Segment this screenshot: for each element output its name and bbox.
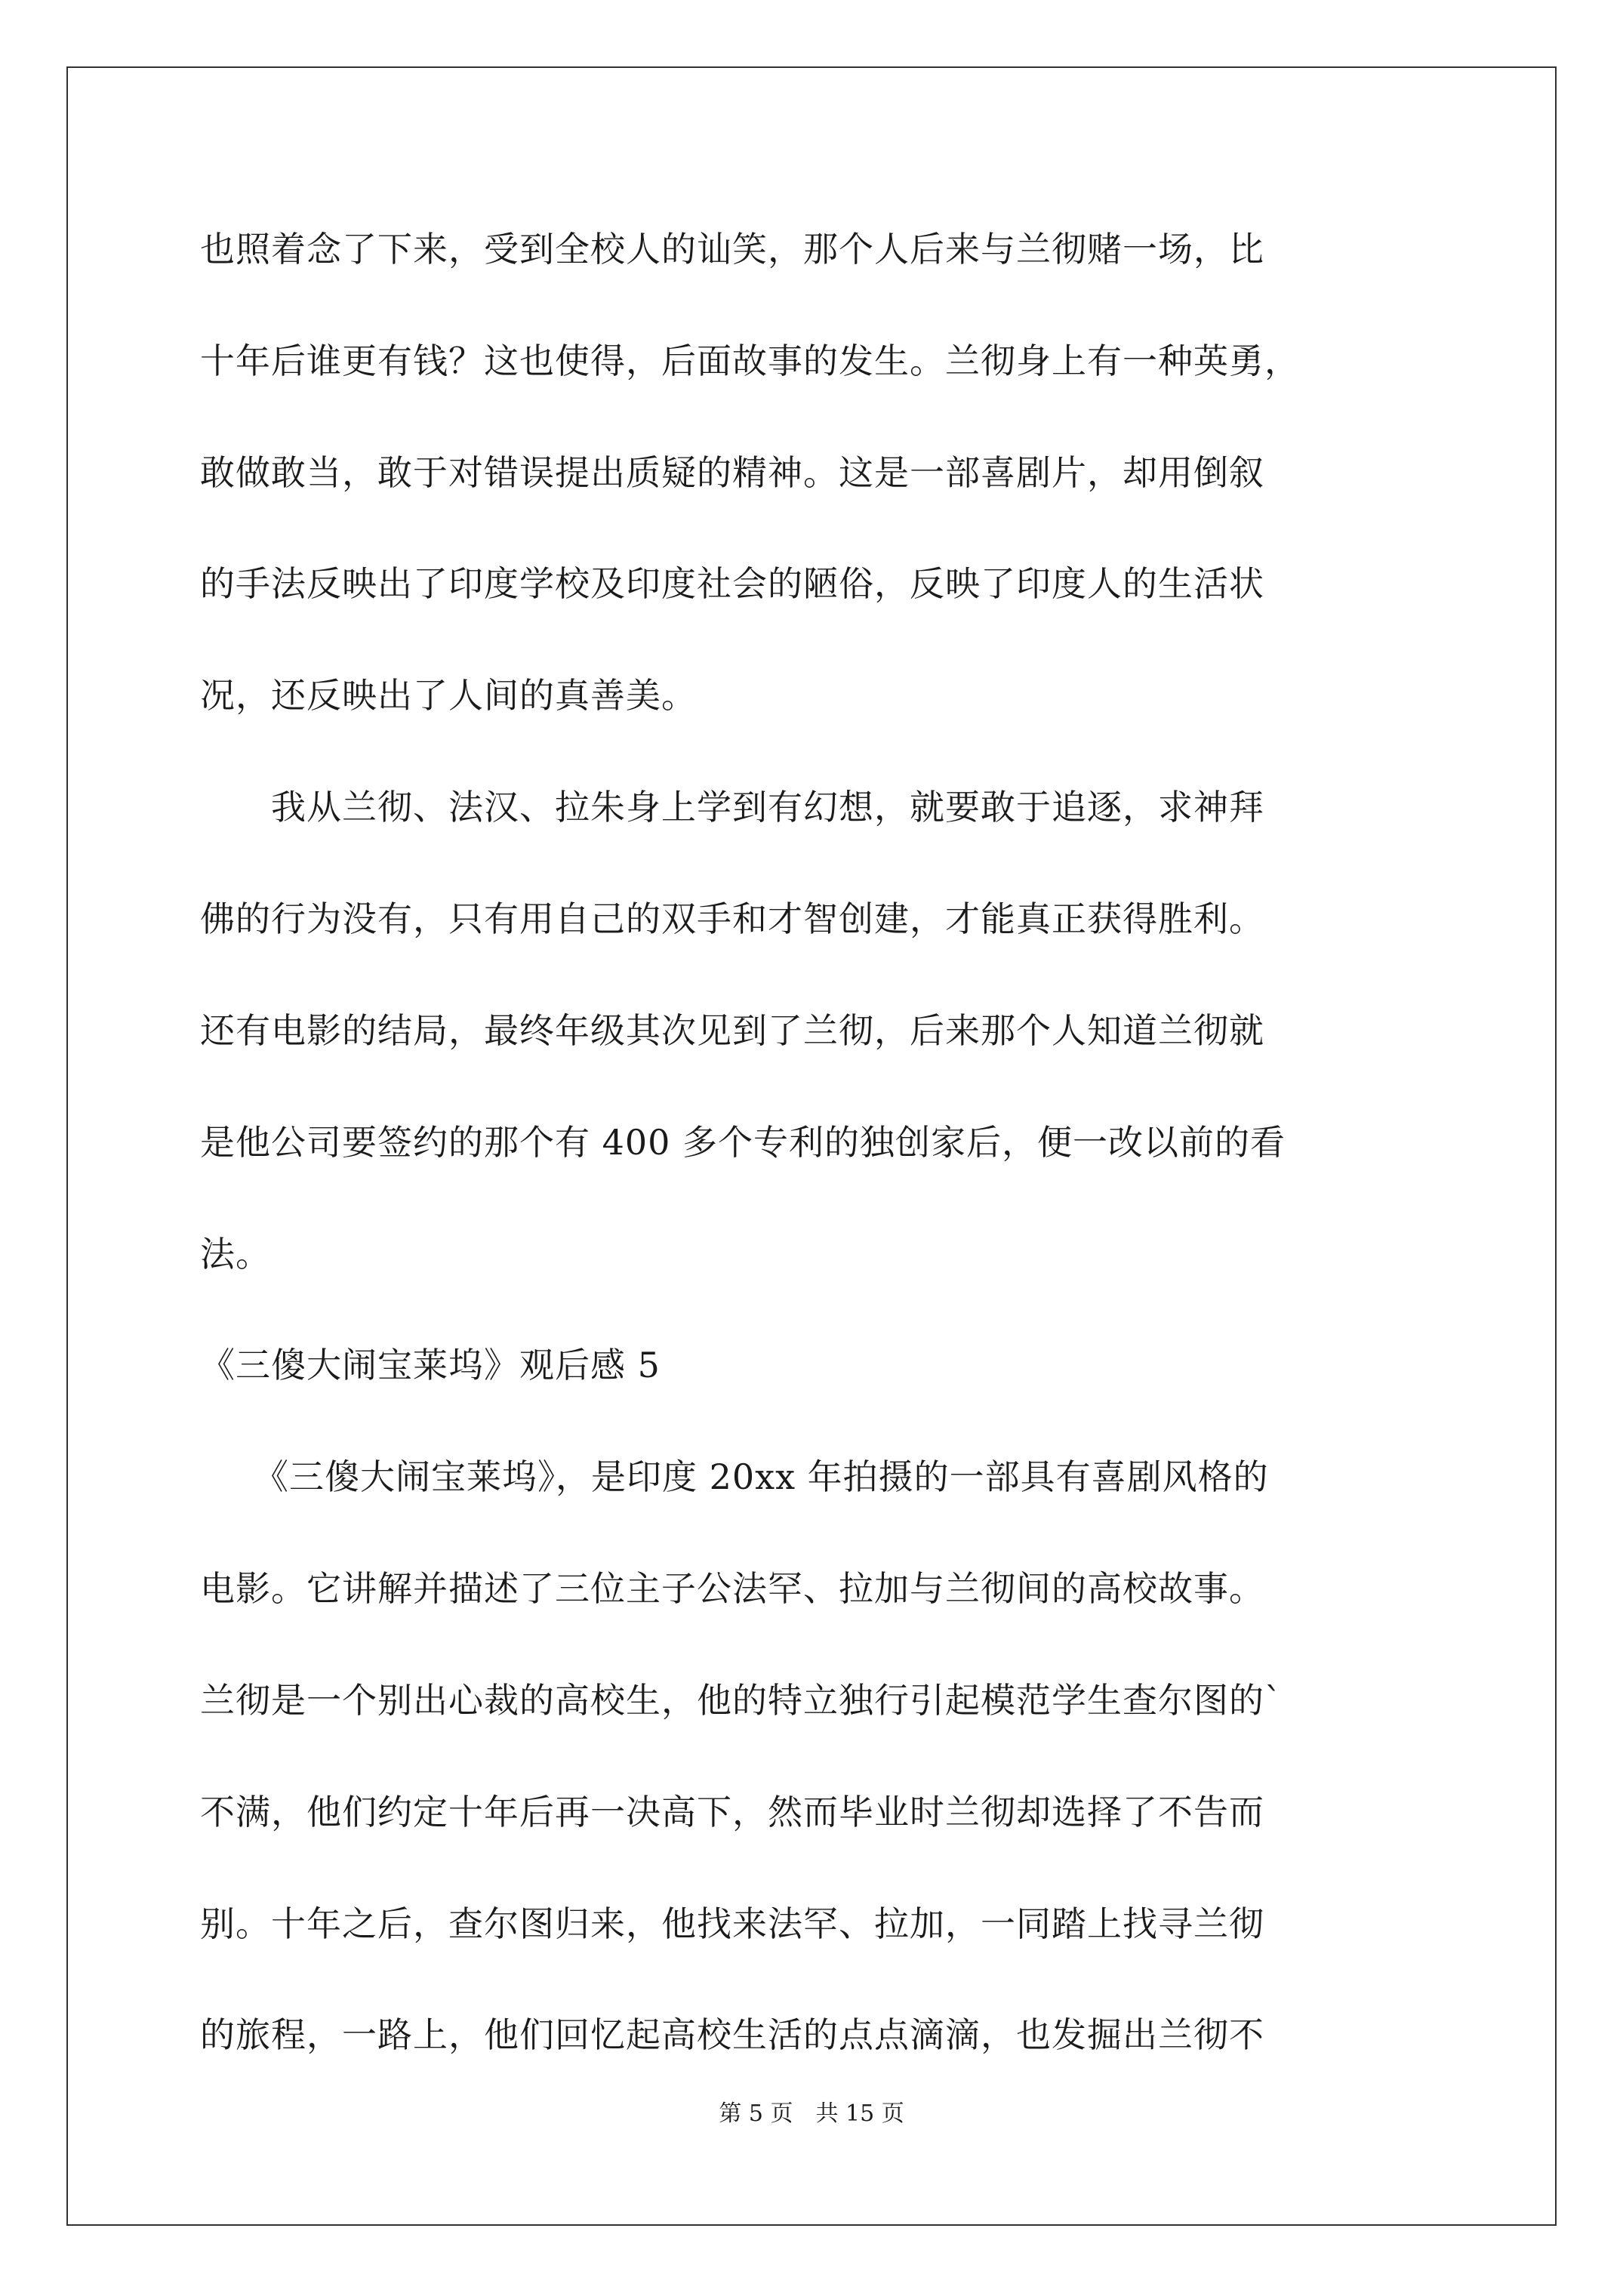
section-heading: 《三傻大闹宝莱坞》观后感 5 [200, 1345, 661, 1385]
paragraph-line: 不满，他们约定十年后再一决高下，然而毕业时兰彻却选择了不告而 [200, 1792, 1264, 1832]
paragraph-line: 十年后谁更有钱？这也使得，后面故事的发生。兰彻身上有一种英勇， [200, 341, 1300, 381]
paragraph-line: 《三傻大闹宝莱坞》，是印度 20xx 年拍摄的一部具有喜剧风格的 [200, 1456, 1269, 1497]
paragraph-line: 别。十年之后，查尔图归来，他找来法罕、拉加，一同踏上找寻兰彻 [200, 1903, 1264, 1944]
paragraph-line: 法。 [200, 1234, 271, 1274]
paragraph-line: 的手法反映出了印度学校及印度社会的陋俗，反映了印度人的生活状 [200, 563, 1264, 604]
paragraph-line: 敢做敢当，敢于对错误提出质疑的精神。这是一部喜剧片，却用倒叙 [200, 452, 1264, 493]
paragraph-line: 还有电影的结局，最终年级其次见到了兰彻，后来那个人知道兰彻就 [200, 1010, 1264, 1051]
paragraph-line: 电影。它讲解并描述了三位主子公法罕、拉加与兰彻间的高校故事。 [200, 1568, 1264, 1609]
paragraph-line: 兰彻是一个别出心裁的高校生，他的特立独行引起模范学生查尔图的` [200, 1680, 1283, 1721]
paragraph-line: 况，还反映出了人间的真善美。 [200, 675, 697, 716]
paragraph-line: 是他公司要签约的那个有 400 多个专利的独创家后，便一改以前的看 [200, 1122, 1286, 1163]
paragraph-line: 我从兰彻、法汉、拉朱身上学到有幻想，就要敢于追逐，求神拜 [200, 787, 1264, 827]
paragraph-line: 的旅程，一路上，他们回忆起高校生活的点点滴滴，也发掘出兰彻不 [200, 2014, 1264, 2055]
paragraph-line: 也照着念了下来，受到全校人的讪笑，那个人后来与兰彻赌一场，比 [200, 229, 1264, 270]
page-number: 第 5 页 共 15 页 [719, 2100, 904, 2127]
paragraph-line: 佛的行为没有，只有用自己的双手和才智创建，才能真正获得胜利。 [200, 898, 1264, 939]
